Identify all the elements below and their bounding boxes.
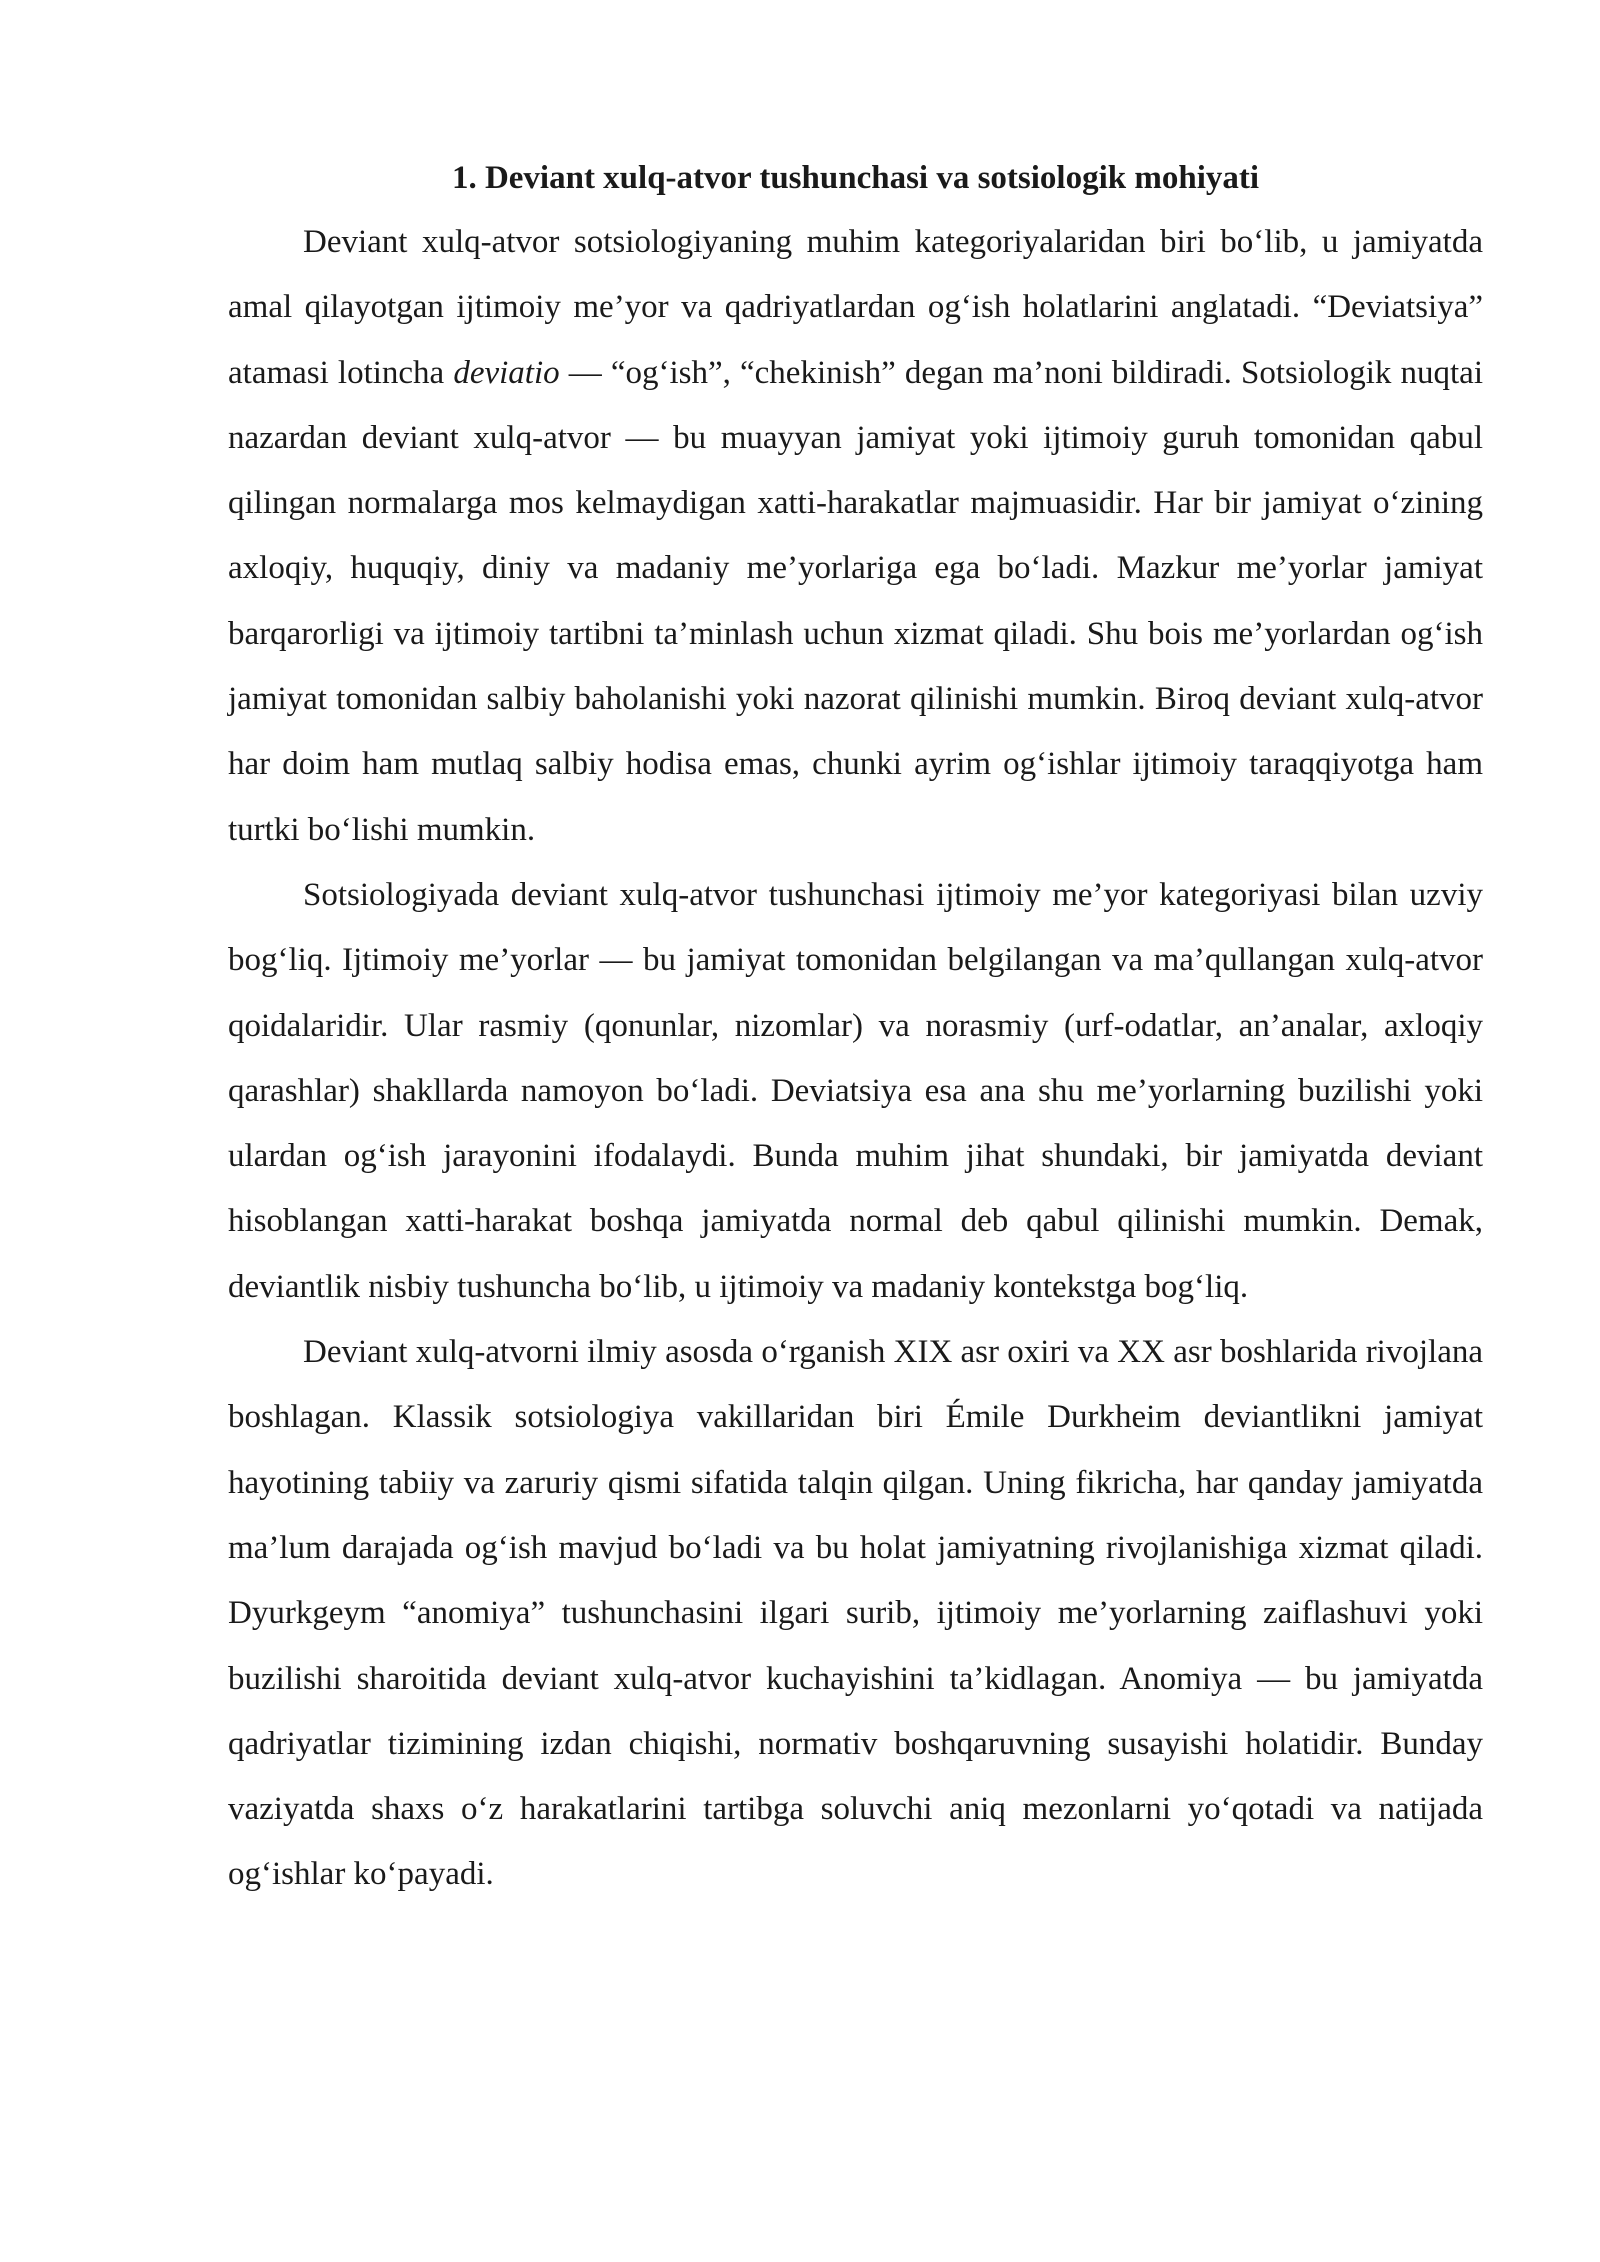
section-heading: 1. Deviant xulq-atvor tushunchasi va sotsiologik mohiyati	[451, 160, 1260, 196]
paragraph-3: Deviant xulq-atvorni ilmiy asosda o‘rganish XIX asr oxiri va XX asr boshlarida rivojlana boshlagan. Klassik sotsiologiya vakillaridan biri Émile Durkheim deviantlikni jamiyat hayotining tabiiy va zaruriy qismi sifatida talqin qilgan. Uning fikricha, har qanday jamiyatda ma’lum darajada og‘ish mavjud bo‘ladi va bu holat jamiyatning rivojlanishiga xizmat qiladi. Dyurkgeym “anomiya” tushunchasini ilgari surib, ijtimoiy me’yorlarning zaiflashuvi yoki buzilishi sharoitida deviant xulq-atvor kuchayishini ta’kidlagan. Anomiya — bu jamiyatda qadriyatlar tizimining izdan chiqishi, normativ boshqaruvning susayishi holatidir. Bunday vaziyatda shaxs o‘z harakatlarini tartibga soluvchi aniq mezonlarni yo‘qotadi va natijada og‘ishlar ko‘payadi.	[228, 1334, 1483, 1893]
paragraph-1-text-start: Deviant xulq-atvor sotsiologiyaning muhim kategoriyalaridan biri bo‘lib, u jamiyatda amal qilayotgan ijtimoiy me’yor va qadriyatlardan og‘ish holatlarini anglatadi. “Deviatsiya” atamasi lotincha	[228, 224, 1483, 391]
paragraph-1	[228, 210, 1483, 863]
document-page	[228, 146, 1483, 1908]
paragraph-1-text-end: — “og‘ish”, “chekinish” degan ma’noni bildiradi. Sotsiologik nuqtai nazardan deviant xulq-atvor — bu muayyan jamiyat yoki ijtimoiy guruh tomonidan qabul qilingan normalarga mos kelmaydigan xatti-harakatlar majmuasidir. Har bir jamiyat o‘zining axloqiy, huquqiy, diniy va madaniy me’yorlariga ega bo‘ladi. Mazkur me’yorlar jamiyat barqarorligi va ijtimoiy tartibni ta’minlash uchun xizmat qiladi. Shu bois me’yorlardan og‘ish jamiyat tomonidan salbiy baholanishi yoki nazorat qilinishi mumkin. Biroq deviant xulq-atvor har doim ham mutlaq salbiy hodisa emas, chunki ayrim og‘ishlar ijtimoiy taraqqiyotga ham turtki bo‘lishi mumkin.	[228, 354, 1483, 848]
paragraph-2: Sotsiologiyada deviant xulq-atvor tushunchasi ijtimoiy me’yor kategoriyasi bilan uzviy bog‘liq. Ijtimoiy me’yorlar — bu jamiyat tomonidan belgilangan va ma’qullangan xulq-atvor qoidalaridir. Ular rasmiy (qonunlar, nizomlar) va norasmiy (urf-odatlar, an’analar, axloqiy qarashlar) shakllarda namoyon bo‘ladi. Deviatsiya esa ana shu me’yorlarning buzilishi yoki ulardan og‘ish jarayonini ifodalaydi. Bunda muhim jihat shundaki, bir jamiyatda deviant hisoblangan xatti-harakat boshqa jamiyatda normal deb qabul qilinishi mumkin. Demak, deviantlik nisbiy tushuncha bo‘lib, u ijtimoiy va madaniy kontekstga bog‘liq.	[228, 876, 1483, 1305]
latin-term: deviatio	[453, 354, 560, 391]
